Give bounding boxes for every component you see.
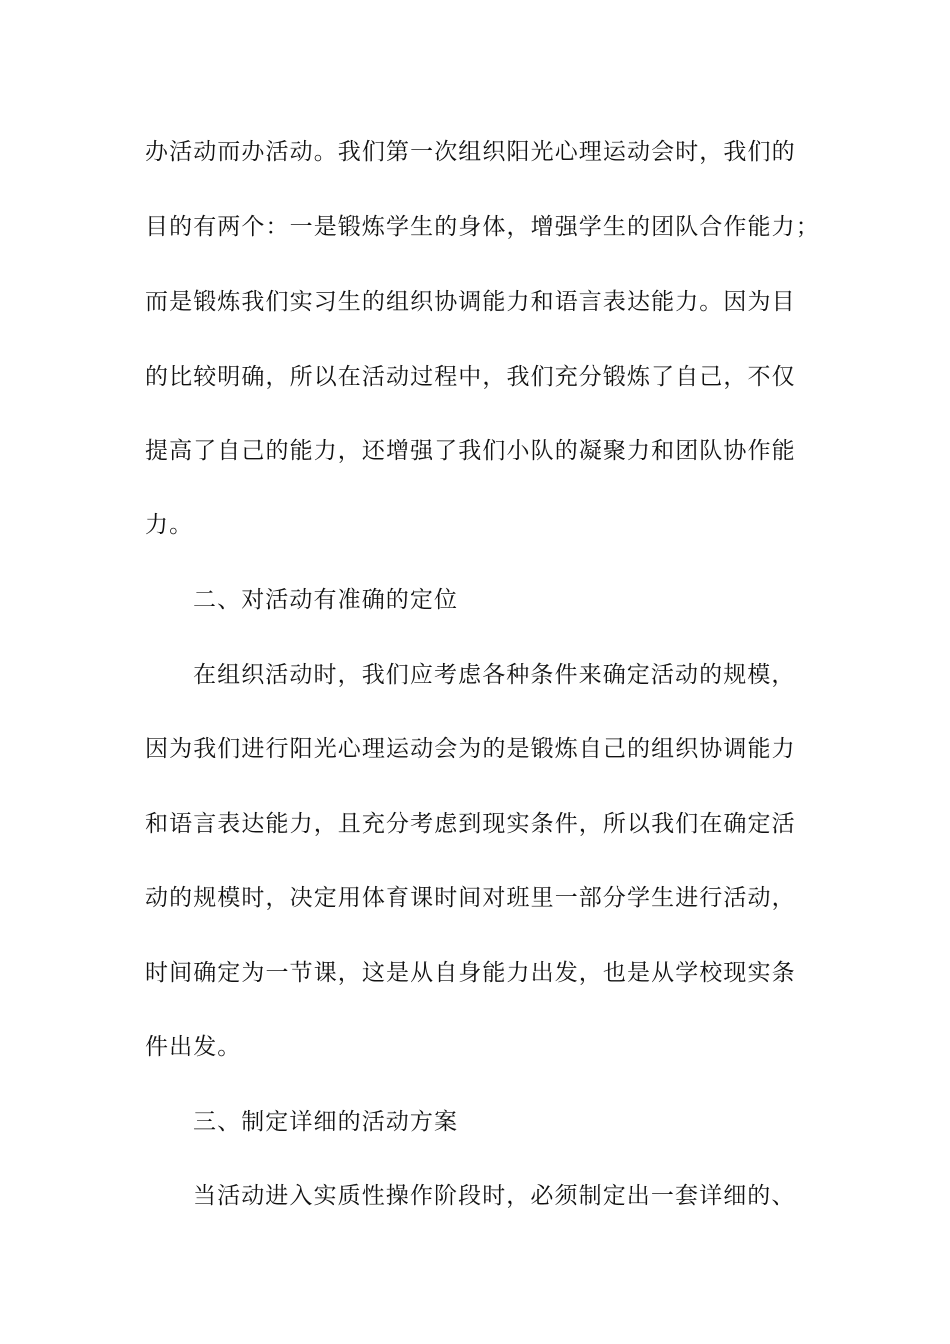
paragraph-line: 目的有两个：一是锻炼学生的身体，增强学生的团队合作能力； xyxy=(145,214,820,240)
section-heading: 三、制定详细的活动方案 xyxy=(193,1109,459,1135)
paragraph-line: 的比较明确，所以在活动过程中，我们充分锻炼了自己，不仅 xyxy=(145,364,796,390)
paragraph-line: 因为我们进行阳光心理运动会为的是锻炼自己的组织协调能力 xyxy=(145,736,796,762)
paragraph-line: 提高了自己的能力，还增强了我们小队的凝聚力和团队协作能 xyxy=(145,438,796,464)
paragraph-line: 件出发。 xyxy=(145,1034,242,1060)
paragraph-line: 时间确定为一节课，这是从自身能力出发，也是从学校现实条 xyxy=(145,960,796,986)
paragraph-line: 动的规模时，决定用体育课时间对班里一部分学生进行活动， xyxy=(145,885,796,911)
paragraph-line: 在组织活动时，我们应考虑各种条件来确定活动的规模， xyxy=(193,662,796,688)
paragraph-line: 办活动而办活动。我们第一次组织阳光心理运动会时，我们的 xyxy=(145,139,796,165)
paragraph-line: 而是锻炼我们实习生的组织协调能力和语言表达能力。因为目 xyxy=(145,289,796,315)
section-heading: 二、对活动有准确的定位 xyxy=(193,587,459,613)
paragraph-line: 和语言表达能力，且充分考虑到现实条件，所以我们在确定活 xyxy=(145,811,796,837)
paragraph-line: 力。 xyxy=(145,512,194,538)
paragraph-line: 当活动进入实质性操作阶段时，必须制定出一套详细的、 xyxy=(193,1183,796,1209)
